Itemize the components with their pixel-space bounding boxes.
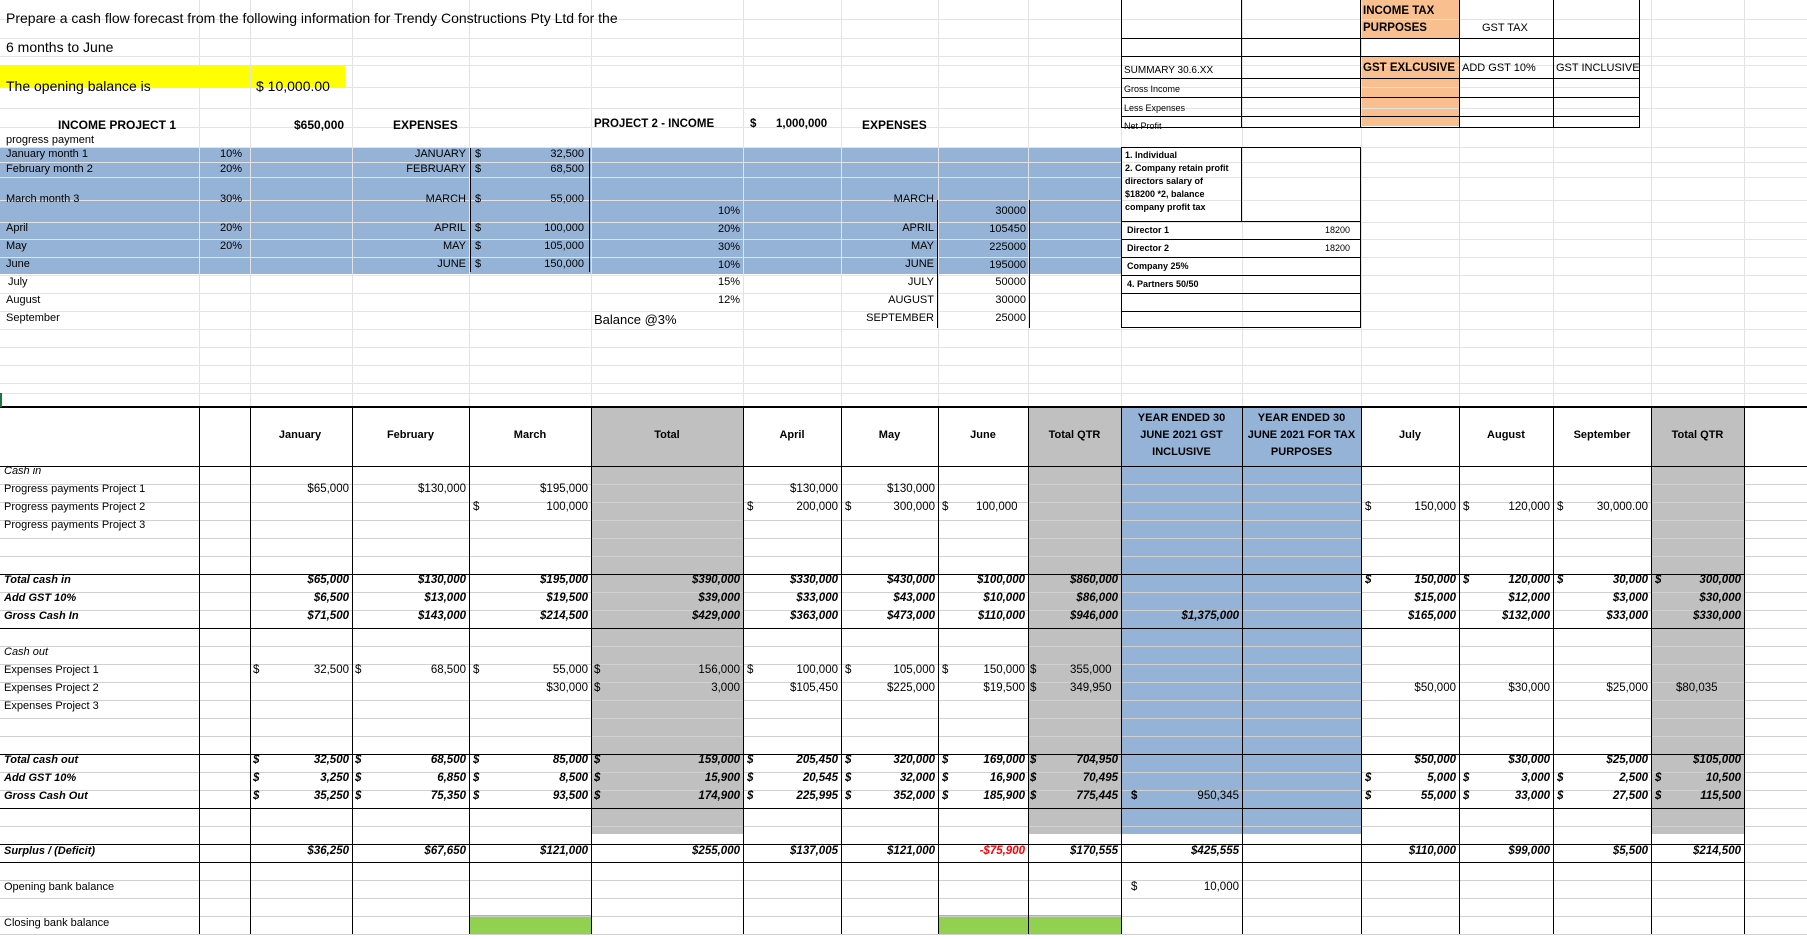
surplus-cell: $170,555 [1070, 845, 1118, 857]
surplus-cell: $5,500 [1612, 845, 1648, 857]
p2-pct: 30% [718, 241, 741, 253]
p1-expense-box [470, 148, 590, 272]
dollar-sign: $ [253, 754, 260, 766]
total-cash-out-label: Total cash out [4, 754, 79, 766]
total-cash-in-cell: 300,000 [1699, 574, 1741, 586]
col-header: July [1398, 429, 1421, 441]
dollar-sign: $ [594, 790, 601, 802]
cash-out-label: Cash out [4, 646, 49, 658]
p1-month: August [6, 294, 41, 306]
dollar-sign: $ [1463, 501, 1470, 513]
ep1-cell: 150,000 [983, 664, 1025, 676]
instruction-line-1: Prepare a cash flow forecast from the following information for Trendy Constructions Pty Ltd for the [6, 10, 618, 26]
gross-cash-out-cell: 352,000 [893, 790, 935, 802]
dollar-sign: $ [845, 790, 852, 802]
surplus-cell: $99,000 [1508, 845, 1550, 857]
col-header: March [513, 429, 547, 441]
gross-cash-out-cell: 225,995 [796, 790, 838, 802]
surplus-cell: $121,000 [540, 845, 588, 857]
gross-cash-in-cell: $214,500 [540, 610, 588, 622]
p2-exp-month: AUGUST [888, 294, 934, 306]
pp1-cell: $130,000 [418, 483, 466, 495]
project2-income-amount: 1,000,000 [776, 118, 828, 130]
col-header: YEAR ENDED 30 JUNE 2021 FOR TAX PURPOSES [1247, 412, 1356, 458]
p1-exp-month: APRIL [434, 222, 466, 234]
total-cash-in-cell: $195,000 [540, 574, 588, 586]
p2-pct: 15% [718, 276, 741, 288]
add-gst-header: ADD GST 10% [1462, 62, 1536, 74]
dollar-sign: $ [355, 790, 362, 802]
opening-balance-value: $ 10,000.00 [256, 78, 330, 94]
total-cash-out-cell: 85,000 [552, 754, 588, 766]
add-gst-in-label: Add GST 10% [4, 592, 77, 604]
closing-green-1 [469, 915, 591, 934]
summary-label: SUMMARY 30.6.XX [1124, 65, 1214, 76]
total-cash-in-label: Total cash in [4, 574, 71, 586]
ep2-cell: $30,000 [1508, 682, 1550, 694]
p1-exp-value: 68,500 [550, 163, 584, 175]
dollar-sign: $ [355, 772, 362, 784]
note-line: company profit tax [1125, 202, 1206, 212]
p2-exp-value: 30000 [995, 205, 1026, 217]
ep2-cell: $50,000 [1414, 682, 1456, 694]
gross-cash-in-cell: $473,000 [887, 610, 935, 622]
dollar-sign: $ [1365, 574, 1372, 586]
col-header: Total QTR [1048, 429, 1101, 441]
gst-in-cell: $19,500 [546, 592, 588, 604]
gst-inclusive-header: GST INCLUSIVE [1556, 62, 1640, 74]
surplus-cell: $110,000 [1408, 845, 1456, 857]
dollar-sign: $ [253, 664, 260, 676]
dollar-sign: $ [473, 664, 480, 676]
dollar-sign: $ [845, 664, 852, 676]
ep2-label: Expenses Project 2 [4, 682, 99, 694]
surplus-cell: $214,500 [1693, 845, 1741, 857]
p2-exp-month: APRIL [902, 222, 934, 234]
gross-cash-in-cell: $946,000 [1070, 610, 1118, 622]
p1-exp-cur: $ [475, 258, 482, 270]
p1-exp-cur: $ [475, 163, 482, 175]
ep2-cell: $25,000 [1606, 682, 1648, 694]
p2-exp-month: MAY [910, 240, 934, 252]
pp2-cell: 100,000 [976, 501, 1018, 513]
col-header: June [970, 429, 996, 441]
total-cash-out-cell: 169,000 [983, 754, 1025, 766]
gst-out-cell: 3,250 [320, 772, 349, 784]
p1-pct: 20% [220, 240, 243, 252]
pp1-cell: $130,000 [790, 483, 838, 495]
p1-pct: 30% [220, 193, 243, 205]
gst-in-cell: $6,500 [313, 592, 349, 604]
gst-out-cell: 3,000 [1521, 772, 1550, 784]
dollar-sign: $ [253, 790, 260, 802]
note-line: 2. Company retain profit [1125, 163, 1229, 173]
ep2-cell: $19,500 [983, 682, 1025, 694]
director1-label: Director 1 [1127, 225, 1170, 235]
gst-in-cell: $43,000 [893, 592, 935, 604]
col-header: May [878, 429, 901, 441]
pp1-cell: $130,000 [887, 483, 935, 495]
pp2-cell: 200,000 [796, 501, 838, 513]
total-cash-out-cell: 159,000 [698, 754, 740, 766]
dollar-sign: $ [1655, 790, 1662, 802]
gst-out-cell: 15,900 [704, 772, 740, 784]
ep1-cell: 55,000 [552, 664, 588, 676]
total-cash-out-cell: 205,450 [796, 754, 838, 766]
dollar-sign: $ [473, 790, 480, 802]
total-cash-in-cell: $860,000 [1070, 574, 1118, 586]
gst-out-cell: 10,500 [1705, 772, 1741, 784]
total-cash-out-cell: 32,500 [313, 754, 349, 766]
gross-cash-in-cell: $143,000 [418, 610, 466, 622]
pp1-label: Progress payments Project 1 [4, 483, 146, 495]
surplus-cell: $425,555 [1191, 845, 1239, 857]
p1-month: April [6, 222, 29, 234]
dollar-sign: $ [1365, 501, 1372, 513]
p2-pct: 20% [718, 223, 741, 235]
dollar-sign: $ [1557, 574, 1564, 586]
col-header: April [779, 429, 805, 441]
gst-in-cell: $13,000 [424, 592, 466, 604]
p1-exp-month: JUNE [437, 258, 466, 270]
gst-out-cell: 70,495 [1082, 772, 1118, 784]
pp1-cell: $195,000 [540, 483, 588, 495]
total-cash-out-cell: $30,000 [1508, 754, 1550, 766]
gst-tax-header: GST TAX [1482, 22, 1528, 34]
p2-exp-value: 105450 [989, 223, 1026, 235]
pp3-label: Progress payments Project 3 [4, 519, 146, 531]
dollar-sign: $ [355, 664, 362, 676]
p1-pct: 10% [220, 148, 243, 160]
gst-in-cell: $30,000 [1699, 592, 1741, 604]
p2-exp-value: 30000 [995, 294, 1026, 306]
income-project1-title: INCOME PROJECT 1 [58, 118, 177, 132]
surplus-label: Surplus / (Deficit) [4, 845, 96, 857]
dollar-sign: $ [594, 664, 601, 676]
p2-pct: 10% [718, 259, 741, 271]
dollar-sign: $ [747, 790, 754, 802]
gross-cash-in-cell: $1,375,000 [1181, 610, 1239, 622]
gst-out-cell: 5,000 [1427, 772, 1456, 784]
p2-exp-value: 25000 [995, 312, 1026, 324]
p1-month: June [6, 258, 30, 270]
opening-balance-label: The opening balance is [6, 78, 151, 94]
total-cash-in-cell: $65,000 [307, 574, 349, 586]
dollar-sign: $ [1655, 772, 1662, 784]
ep2-cell: $80,035 [1676, 682, 1718, 694]
ep1-cell: 156,000 [698, 664, 740, 676]
director2-label: Director 2 [1127, 243, 1170, 253]
p1-month: January month 1 [6, 148, 88, 160]
p1-exp-value: 55,000 [550, 193, 584, 205]
dollar-sign: $ [1131, 790, 1138, 802]
dollar-sign: $ [1463, 772, 1470, 784]
gst-out-cell: 6,850 [437, 772, 466, 784]
gst-in-cell: $86,000 [1076, 592, 1118, 604]
dollar-sign: $ [594, 772, 601, 784]
p1-exp-value: 150,000 [544, 258, 584, 270]
dollar-sign: $ [594, 754, 601, 766]
project2-income-title: PROJECT 2 - INCOME [594, 118, 715, 130]
cash-in-label: Cash in [4, 465, 42, 477]
p2-exp-value: 225000 [989, 241, 1026, 253]
p1-exp-value: 32,500 [550, 148, 584, 160]
dollar-sign: $ [253, 772, 260, 784]
col-header: August [1487, 429, 1525, 441]
closing-bank-label: Closing bank balance [4, 917, 110, 929]
dollar-sign: $ [845, 772, 852, 784]
p2-pct: 12% [718, 294, 741, 306]
gross-cash-out-cell: 35,250 [313, 790, 349, 802]
dollar-sign: $ [1557, 790, 1564, 802]
col-header: September [1573, 429, 1631, 441]
pp1-cell: $65,000 [307, 483, 349, 495]
gross-cash-in-cell: $71,500 [307, 610, 349, 622]
col-header: January [278, 429, 322, 441]
p2-exp-month: MARCH [893, 193, 934, 205]
expenses1-title: EXPENSES [393, 118, 458, 132]
pp2-cell: 100,000 [546, 501, 588, 513]
dollar-sign: $ [845, 754, 852, 766]
dollar-sign: $ [355, 754, 362, 766]
gross-cash-out-cell: 185,900 [983, 790, 1025, 802]
total-cash-in-cell: 120,000 [1508, 574, 1550, 586]
gross-cash-out-cell: 55,000 [1420, 790, 1456, 802]
dollar-sign: $ [1030, 664, 1037, 676]
gst-out-cell: 20,545 [802, 772, 838, 784]
gross-cash-out-cell: 93,500 [552, 790, 588, 802]
total-cash-in-cell: $100,000 [977, 574, 1025, 586]
pp2-label: Progress payments Project 2 [4, 501, 146, 513]
year-tax-col-blue [1242, 406, 1361, 834]
note-line: $18200 *2, balance [1125, 189, 1205, 199]
dollar-sign: $ [594, 682, 601, 694]
ep2-cell: $30,000 [546, 682, 588, 694]
p2-expense-col-border [937, 200, 1030, 328]
gross-cash-in-cell: $132,000 [1502, 610, 1550, 622]
gst-in-cell: $10,000 [983, 592, 1025, 604]
balance-label: Balance @3% [594, 312, 677, 327]
ep2-cell: 349,950 [1070, 682, 1112, 694]
company-label: Company 25% [1127, 261, 1189, 271]
gross-cash-out-cell: 174,900 [698, 790, 740, 802]
dollar-sign: $ [1030, 772, 1037, 784]
gst-in-cell: $39,000 [698, 592, 740, 604]
less-expenses-label: Less Expenses [1124, 103, 1186, 113]
p1-exp-cur: $ [475, 148, 482, 160]
director2-value: 18200 [1325, 243, 1351, 253]
dollar-sign: $ [1365, 772, 1372, 784]
p2-exp-month: JULY [907, 276, 934, 288]
gross-cash-in-cell: $330,000 [1693, 610, 1741, 622]
dollar-sign: $ [473, 772, 480, 784]
p1-pct: 20% [220, 222, 243, 234]
col-header: Total [654, 429, 680, 441]
surplus-cell: $255,000 [692, 845, 740, 857]
gst-in-cell: $33,000 [796, 592, 838, 604]
dollar-sign: $ [1557, 772, 1564, 784]
dollar-sign: $ [1463, 574, 1470, 586]
dollar-sign: $ [1655, 574, 1662, 586]
p1-exp-cur: $ [475, 222, 482, 234]
ep1-cell: 105,000 [893, 664, 935, 676]
dollar-sign: $ [747, 754, 754, 766]
project2-income-cur: $ [750, 118, 757, 130]
p1-exp-cur: $ [475, 240, 482, 252]
gst-out-cell: 2,500 [1619, 772, 1648, 784]
pp2-cell: 30,000.00 [1596, 501, 1648, 513]
dollar-sign: $ [473, 501, 480, 513]
total-cash-out-cell: 704,950 [1076, 754, 1118, 766]
p2-exp-value: 195000 [989, 259, 1026, 271]
gross-cash-out-cell: 33,000 [1514, 790, 1550, 802]
total-cash-in-cell: $330,000 [790, 574, 838, 586]
closing-green-3 [1028, 915, 1121, 934]
dollar-sign: $ [1557, 501, 1564, 513]
note-line: 1. Individual [1125, 150, 1178, 160]
partners-label: 4. Partners 50/50 [1127, 279, 1199, 289]
p1-month: September [6, 312, 60, 324]
instruction-line-2: 6 months to June [6, 39, 114, 55]
dollar-sign: $ [942, 790, 949, 802]
dollar-sign: $ [1030, 790, 1037, 802]
pp2-cell: 150,000 [1414, 501, 1456, 513]
p1-exp-cur: $ [475, 193, 482, 205]
dollar-sign: $ [845, 501, 852, 513]
total-cash-out-cell: 68,500 [430, 754, 466, 766]
gross-cash-out-cell: 115,500 [1700, 790, 1741, 802]
col-header: Total QTR [1671, 429, 1724, 441]
gross-cash-in-cell: $33,000 [1606, 610, 1648, 622]
surplus-cell: $137,005 [790, 845, 838, 857]
add-gst-out-label: Add GST 10% [4, 772, 77, 784]
total-cash-out-cell: $105,000 [1693, 754, 1741, 766]
p1-month: February month 2 [6, 163, 93, 175]
gross-cash-in-cell: $429,000 [692, 610, 740, 622]
col-header: February [386, 429, 435, 441]
gross-cash-in-cell: $363,000 [790, 610, 838, 622]
dollar-sign: $ [747, 772, 754, 784]
surplus-cell: $121,000 [887, 845, 935, 857]
dollar-sign: $ [747, 664, 754, 676]
surplus-cell: $36,250 [307, 845, 349, 857]
ep2-cell: $105,450 [790, 682, 838, 694]
gst-out-cell: 8,500 [559, 772, 588, 784]
gst-out-cell: 16,900 [989, 772, 1025, 784]
gross-cash-in-cell: $165,000 [1408, 610, 1456, 622]
gross-cash-out-cell: 775,445 [1076, 790, 1118, 802]
income-project1-amount: $650,000 [294, 118, 345, 132]
total-cash-in-cell: $130,000 [418, 574, 466, 586]
gross-cash-out-label: Gross Cash Out [4, 790, 88, 802]
dollar-sign: $ [942, 772, 949, 784]
net-profit-label: Net Profit [1124, 121, 1162, 131]
p1-exp-month: FEBRUARY [406, 163, 466, 175]
dollar-sign: $ [1030, 682, 1037, 694]
gross-cash-out-cell: 27,500 [1612, 790, 1648, 802]
p1-month: May [6, 240, 27, 252]
expenses2-title: EXPENSES [862, 118, 927, 132]
gst-exclusive-header: GST EXLCUSIVE [1363, 62, 1456, 74]
dollar-sign: $ [473, 754, 480, 766]
dollar-sign: $ [942, 754, 949, 766]
director1-value: 18200 [1325, 225, 1351, 235]
p1-exp-month: MAY [442, 240, 466, 252]
pp2-cell: 300,000 [893, 501, 935, 513]
p1-month: March month 3 [6, 193, 80, 205]
p2-exp-value: 50000 [995, 276, 1026, 288]
p1-month: July [8, 276, 28, 288]
p1-exp-month: MARCH [425, 193, 466, 205]
surplus-cell: -$75,900 [979, 845, 1025, 857]
ep1-cell: 100,000 [796, 664, 838, 676]
dollar-sign: $ [942, 501, 949, 513]
dollar-sign: $ [942, 664, 949, 676]
p2-pct: 10% [718, 205, 741, 217]
gst-in-cell: $15,000 [1414, 592, 1456, 604]
p1-exp-month: JANUARY [414, 148, 466, 160]
gross-cash-out-cell: 950,345 [1197, 790, 1239, 802]
gross-cash-out-cell: 75,350 [430, 790, 466, 802]
gst-in-cell: $12,000 [1508, 592, 1550, 604]
surplus-cell: $67,650 [424, 845, 466, 857]
pp2-cell: 120,000 [1508, 501, 1550, 513]
ep2-cell: $225,000 [887, 682, 935, 694]
total-cash-in-cell: $430,000 [887, 574, 935, 586]
total-cash-out-cell: 320,000 [893, 754, 935, 766]
p1-pct: 20% [220, 163, 243, 175]
income-tax-purposes-header: INCOME TAX PURPOSES [1363, 5, 1435, 34]
note-line: directors salary of [1125, 176, 1204, 186]
ep1-label: Expenses Project 1 [4, 664, 99, 676]
gst-out-cell: 32,000 [899, 772, 935, 784]
gross-cash-in-label: Gross Cash In [4, 610, 79, 622]
dollar-sign: $ [1030, 754, 1037, 766]
total-cash-out-cell: $50,000 [1414, 754, 1456, 766]
progress-payment-label: progress payment [6, 134, 95, 146]
opening-balance-cell: 10,000 [1203, 881, 1239, 893]
col-header: YEAR ENDED 30 JUNE 2021 GST INCLUSIVE [1137, 412, 1226, 458]
total-cash-in-cell: 30,000 [1612, 574, 1648, 586]
ep3-label: Expenses Project 3 [4, 700, 99, 712]
ep1-cell: 68,500 [430, 664, 466, 676]
dollar-sign: $ [1131, 881, 1138, 893]
total-cash-in-cell: $390,000 [692, 574, 740, 586]
p2-exp-month: SEPTEMBER [866, 312, 934, 324]
dollar-sign: $ [1463, 790, 1470, 802]
ep2-cell: 3,000 [711, 682, 740, 694]
p2-exp-month: JUNE [905, 258, 934, 270]
opening-bank-label: Opening bank balance [4, 881, 115, 893]
dollar-sign: $ [747, 501, 754, 513]
p1-exp-value: 100,000 [544, 222, 584, 234]
ep1-cell: 355,000 [1070, 664, 1112, 676]
gross-cash-in-cell: $110,000 [977, 610, 1025, 622]
gross-income-label: Gross Income [1124, 84, 1181, 94]
total-cash-in-cell: 150,000 [1414, 574, 1456, 586]
dollar-sign: $ [1365, 790, 1372, 802]
ep1-cell: 32,500 [313, 664, 349, 676]
p1-exp-value: 105,000 [544, 240, 584, 252]
closing-green-2 [938, 915, 1028, 934]
total-cash-out-cell: $25,000 [1606, 754, 1648, 766]
gst-in-cell: $3,000 [1612, 592, 1648, 604]
